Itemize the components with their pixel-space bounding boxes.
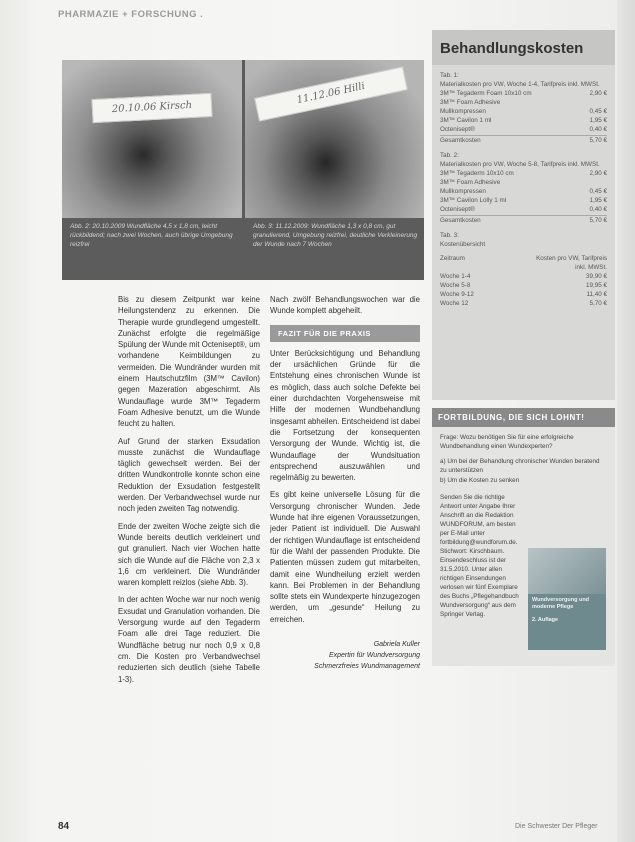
quiz-option: b) Um die Kosten zu senken [440, 477, 520, 484]
article-paragraph: In der achten Woche war nur noch wenig Exsudat und Granulation vorhanden. Die Versorgung wurde auf den Tegaderm Foam alle drei Tage reduziert. Die Wundfläche betrug nur noch 0,9 x 0,8 cm. Die Kosten pro Verbandwechsel reduzierten sich deutlich (siehe Tabelle 1-3). [118, 595, 260, 684]
row-label: 3M™ Cavilon 1 ml [440, 117, 492, 124]
row-value: 0,45 € [589, 108, 607, 115]
column-header: Kosten pro VW, Tarifpreis inkl. MWSt. [536, 255, 607, 271]
table-subtitle: Kostenübersicht [440, 241, 486, 248]
row-value: 39,90 € [585, 273, 607, 280]
table-row [440, 178, 607, 187]
row-value: 2,90 € [589, 90, 607, 97]
table-row [440, 299, 607, 308]
article-column-right [270, 294, 420, 672]
column-header: Zeitraum [440, 255, 465, 262]
table-row [440, 125, 607, 134]
row-label: Mullkompressen [440, 188, 486, 195]
wound-photo-panel [62, 60, 424, 280]
page-number: 84 [58, 821, 70, 832]
fortbildung-heading: FORTBILDUNG, DIE SICH LOHNT! [432, 408, 615, 427]
table-subtitle: Materialkosten pro VW, Woche 1-4, Tarifpreis inkl. MWSt. [440, 81, 600, 88]
total-value: 5,70 € [589, 137, 607, 144]
row-label: Woche 12 [440, 300, 469, 307]
book-cover-image [528, 548, 606, 594]
book-cover [528, 548, 606, 650]
costs-sidebar [432, 30, 615, 400]
table-row [440, 187, 607, 196]
row-label: Woche 9-12 [440, 291, 474, 298]
cost-table-3 [432, 231, 615, 308]
table-row [440, 98, 607, 107]
row-value: 0,40 € [589, 126, 607, 133]
table-title: Tab. 3: [440, 232, 459, 239]
table-row [440, 281, 607, 290]
book-subtitle: 2. Auflage [532, 617, 559, 623]
table-row [440, 169, 607, 178]
table-row [440, 205, 607, 214]
row-label: 3M™ Tegaderm 10x10 cm [440, 170, 514, 177]
row-value: 1,95 € [589, 197, 607, 204]
article-paragraph: Ende der zweiten Woche zeigte sich die Wunde bereits deutlich verkleinert und gut granuliert. Nach vier Wochen hatte sich die Wunde auf die Fläche von 2,3 x 1,6 cm verkleinert. Die Wundränder waren komplett reizlos (siehe Abb. 3). [118, 521, 260, 588]
section-header: PHARMAZIE + FORSCHUNG . [58, 9, 204, 20]
table-title: Tab. 2: [440, 152, 459, 159]
photo-label-2: 11.12.06 Hilli [254, 66, 408, 121]
page-edge [617, 0, 635, 842]
row-label: 3M™ Tegaderm Foam 10x10 cm [440, 90, 532, 97]
article-paragraph: Nach zwölf Behandlungswochen war die Wunde komplett abgeheilt. [270, 295, 420, 316]
article-paragraph: Bis zu diesem Zeitpunkt war keine Heilungstendenz zu erkennen. Die Therapie wurde grundlegend umgestellt. Zunächst erfolgte die regelmäßige Spülung der Wunde mit Octenisept®, um vorhandene Keimbildungen zu vermeiden. Die Wundränder wurden mit einem Hautschutzfilm (3M™ Cavilon) gegen Mazeration abgeschirmt. Als Wundauflage wurde 3M™ Tegaderm Foam Adhesive benutzt, um die Wunde feucht zu halten. [118, 295, 260, 429]
row-label: Octenisept® [440, 126, 475, 133]
table-total-row [440, 215, 607, 225]
total-label: Gesamtkosten [440, 137, 481, 144]
row-label: 3M™ Cavilon Lolly 1 ml [440, 197, 507, 204]
cost-table-2 [432, 151, 615, 225]
book-title: Wundversorgung und moderne Pflege [532, 597, 590, 610]
author-signature [270, 639, 420, 672]
article-paragraph: Es gibt keine universelle Lösung für die Versorgung chronischer Wunden. Jede Wunde hat ihre eigenen Voraussetzungen, jeder Patient ist individuell. Die Auswahl der richtigen Wundauflage ist entscheidend für die Wahl der passenden Produkte. Die Patienten müssen zudem gut mitarbeiten, damit eine Wundheilung erzielt werden kann. Bei Problemen in der Behandlung sollte stets ein Wundexperte hinzugezogen werden, um „gesunde“ Heilung zu erreichen. [270, 490, 420, 624]
row-label: Woche 1-4 [440, 273, 471, 280]
table-row [440, 116, 607, 125]
author-title: Expertin für Wundversorgung Schmerzfreies Wundmanagement [314, 652, 420, 671]
fortbildung-text: Senden Sie die richtige Antwort unter Angabe Ihrer Anschrift an die Redaktion WUNDFORUM, am besten per E-Mail unter fortbildung@wundforum.de. Stichwort: Kirschbaum. Einsendeschluss ist der 31.5.2010. Unter allen richtigen Einsendungen verlosen wir fünf Exemplare des Buchs „Pflegehandbuch Wundversorgung“ aus dem Springer Verlag. [440, 494, 519, 618]
row-label: Mullkompressen [440, 108, 486, 115]
table-total-row [440, 135, 607, 145]
row-value: 11,40 € [586, 291, 607, 298]
table-row [440, 290, 607, 299]
row-value: 2,90 € [589, 170, 607, 177]
sidebar-title: Behandlungskosten [432, 30, 615, 65]
table-row [440, 196, 607, 205]
row-value: 5,70 € [589, 300, 607, 307]
fortbildung-box [432, 408, 615, 666]
row-label: 3M™ Foam Adhesive [440, 179, 501, 186]
table-header-row [440, 254, 607, 272]
table-subtitle: Materialkosten pro VW, Woche 5-8, Tarifpreis inkl. MWSt. [440, 161, 600, 168]
row-label: 3M™ Foam Adhesive [440, 99, 501, 106]
photo-caption-1: Abb. 2: 20.10.2009 Wundfläche 4,5 x 1,8 cm, leicht rückbildend; nach zwei Wochen, auch übrige Umgebung reizfrei [70, 223, 233, 248]
total-label: Gesamtkosten [440, 217, 481, 224]
row-label: Octenisept® [440, 206, 475, 213]
cost-table-1 [432, 71, 615, 145]
quiz-option: a) Um bei der Behandlung chronischer Wunden beratend zu unterstützen [440, 458, 600, 474]
photo-label-1: 20.10.06 Kirsch [91, 93, 212, 123]
table-title: Tab. 1: [440, 72, 459, 79]
row-value: 0,40 € [589, 206, 607, 213]
quiz-question: Frage: Wozu benötigen Sie für eine erfolgreiche Wundbehandlung einen Wundexperten? [440, 434, 574, 450]
article-paragraph: Auf Grund der starken Exsudation musste zunächst die Wundauflage täglich gewechselt werden. Bei der dritten Wundkontrolle konnte schon eine Reduktion der Exsudation festgestellt werden. Der Verbandwechsel wurde nur noch jeden zweiten Tag notwendig. [118, 436, 260, 514]
fazit-heading: FAZIT FÜR DIE PRAXIS [270, 325, 420, 342]
total-value: 5,70 € [589, 217, 607, 224]
quiz-options [440, 457, 607, 485]
author-name: Gabriela Kuller [373, 641, 420, 649]
article-column-left [118, 294, 260, 691]
table-row [440, 107, 607, 116]
wound-photo-2 [245, 60, 424, 218]
article-paragraph: Unter Berücksichtigung und Behandlung der ursächlichen Gründe für die Entstehung eines chronischen Wunde ist es möglich, dass auch solche Defekte bei einer durchdachten Vorgehensweise mit Hilfe der modernen Wundbehandlung insgesamt abheilen. Entscheidend ist dabei die Fortsetzung der konsequenten Versorgung der Wunde. Wichtig ist, die Wundauflage der Wundsituation entsprechend auszuwählen und regelmäßig zu bewerten. [270, 348, 420, 483]
wound-photo-1 [62, 60, 242, 218]
table-row [440, 272, 607, 281]
photo-caption-2: Abb. 3: 11.12.2009: Wundfläche 1,3 x 0,8 cm, gut granulierend, Umgebung reizfrei, deutliche Verkleinerung der Wunde nach 7 Wochen [253, 223, 418, 248]
table-row [440, 89, 607, 98]
magazine-name: Die Schwester Der Pfleger [515, 823, 598, 830]
row-label: Woche 5-8 [440, 282, 471, 289]
row-value: 0,45 € [589, 188, 607, 195]
row-value: 19,95 € [585, 282, 607, 289]
row-value: 1,95 € [589, 117, 607, 124]
